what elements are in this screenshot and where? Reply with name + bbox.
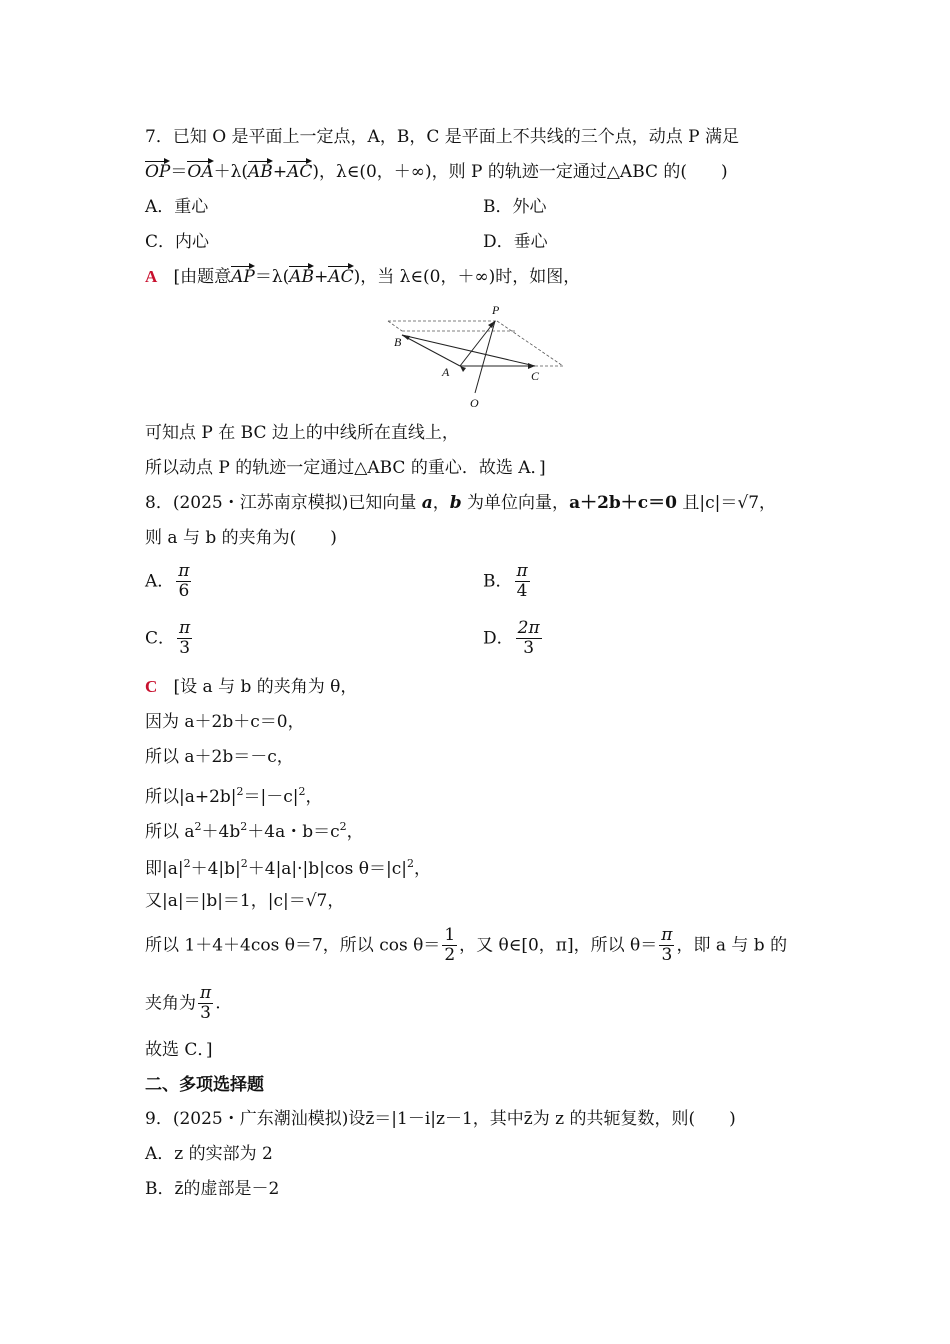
q9-stem: 9．(2025・广东潮汕模拟)设z̄＝|1－i|z－1，其中z̄为 z 的共轭复数，则( ) <box>145 1109 736 1129</box>
q7-option-b: B．外心 <box>483 197 547 217</box>
vector-AP: AP <box>231 267 255 287</box>
q7-option-a: A．重心 <box>145 197 209 217</box>
q8-solution-line6: 即$|a|^2+4|b|^2+4|a|\cdot|b|\cos$ $\theta=|c|^2$， <box>145 857 431 879</box>
q8-option-a: A． $\frac{\pi}{6}$ <box>145 561 190 601</box>
q8-stem-line2: 则 a 与 b 的夹角为( ) <box>145 528 337 548</box>
label-P: P <box>492 303 500 317</box>
q8-solution-line10: 故选 C．] <box>145 1040 213 1060</box>
q7-solution-line3: 所以动点 P 的轨迹一定通过△ABC 的重心．故选 A．] <box>145 458 546 478</box>
q9-option-b: B．z̄的虚部是－2 <box>145 1179 280 1199</box>
vector-OA: OA <box>187 162 214 182</box>
q7-stem-line2 <box>145 161 728 183</box>
label-B: B <box>394 335 402 349</box>
q7-plus: ＋λ( <box>213 162 249 182</box>
vector-AC: AC <box>287 162 313 182</box>
q8-option-b: B． $\frac{\pi}{4}$ <box>483 561 528 601</box>
section-heading: 二、多项选择题 <box>145 1075 264 1095</box>
q7-option-d: D．垂心 <box>483 232 548 252</box>
vector-OP: OP <box>145 162 171 182</box>
vector-AC-sol: AC <box>328 267 354 287</box>
q8-solution-line4: 所以$|a+2b|^2=|-c|^2$， <box>145 785 323 807</box>
q8-option-c: C． $\frac{\pi}{3}$ <box>145 618 191 658</box>
q8-solution-line9: 夹角为 $\frac{\pi}{3}$ . <box>145 983 221 1023</box>
q9-option-a: A．z 的实部为 2 <box>145 1144 273 1164</box>
q7-option-c: C．内心 <box>145 232 210 252</box>
label-O: O <box>470 396 479 410</box>
vector-AB-sol: AB <box>289 267 315 287</box>
q8-stem-line1: 8．(2025・江苏南京模拟)已知向量 a，b 为单位向量，a＋2b＋c＝0 且|c|＝√7， <box>145 493 777 513</box>
q8-solution-line1: C [设 a 与 b 的夹角为 θ， <box>145 677 358 697</box>
q7-eq: ＝ <box>170 162 188 182</box>
label-A: A <box>442 365 450 379</box>
q7-plus2: + <box>272 162 288 182</box>
q7-stem-tail: )，λ∈(0，＋∞)，则 P 的轨迹一定通过△ABC 的( ) <box>312 162 728 182</box>
q8-solution-line8: 所以 1＋4＋4cos θ＝7，所以 cos θ＝ $\frac{1}{2}$ ，又 θ∈[0，π]，所以 θ＝ $\frac{\pi}{3}$ ，即 a 与 b 的 <box>145 925 788 965</box>
q7-solution-line1: A [由题意AP＝λ(AB+AC)，当 λ∈(0，＋∞)时，如图， <box>145 267 581 287</box>
q8-option-d: D． $\frac{2\pi}{3}$ <box>483 618 540 658</box>
q7-figure <box>380 298 570 413</box>
q8-solution-line7: 又|a|＝|b|＝1，|c|＝√7， <box>145 891 345 911</box>
vector-AB: AB <box>248 162 273 182</box>
q8-answer: C <box>145 677 158 696</box>
q8-solution-line2: 因为 a＋2b＋c＝0， <box>145 712 305 732</box>
q8-solution-line5: 所以 $a^2+4b^2+4a$・$b=c^2$， <box>145 820 364 842</box>
q8-solution-line3: 所以 a＋2b＝－c， <box>145 747 294 767</box>
q7-answer: A <box>145 267 158 286</box>
label-C: C <box>531 369 540 383</box>
q7-stem-line1: 7．已知 O 是平面上一定点，A，B，C 是平面上不共线的三个点，动点 P 满足 <box>145 127 739 147</box>
q7-solution-line2: 可知点 P 在 BC 边上的中线所在直线上， <box>145 423 459 443</box>
